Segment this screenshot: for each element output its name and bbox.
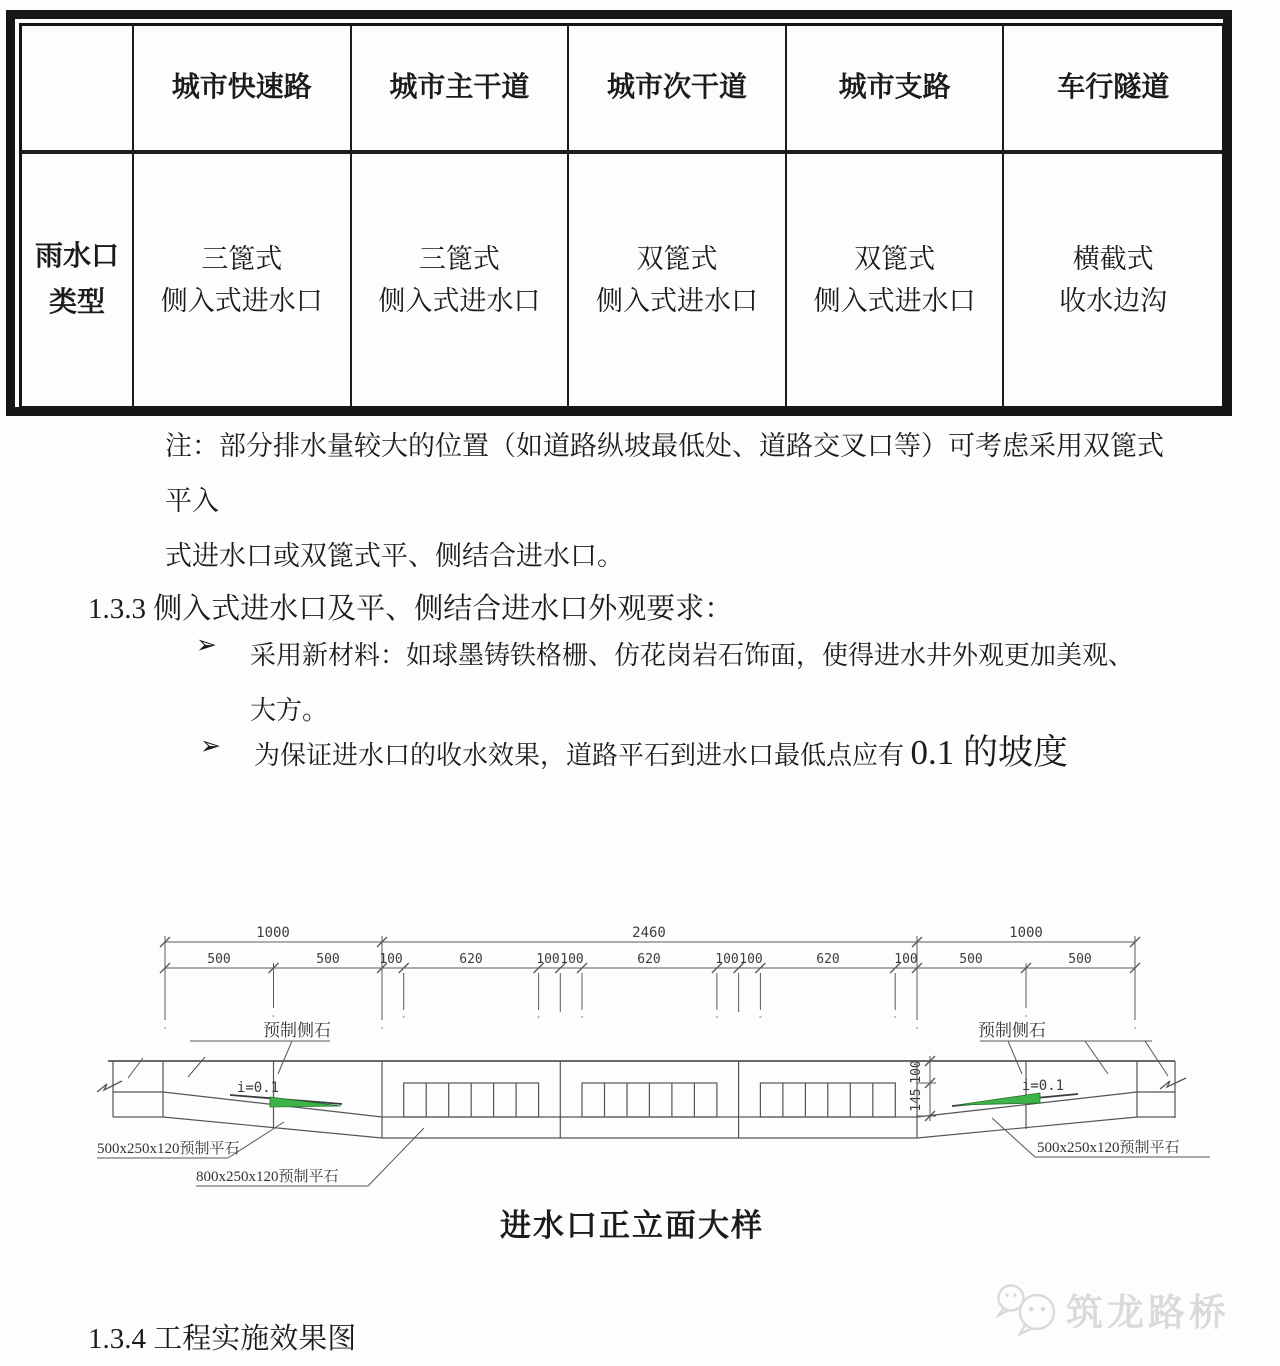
bullet2-prefix: 为保证进水口的收水效果，道路平石到进水口最低点应有 bbox=[254, 741, 911, 770]
dim-100: 100 bbox=[560, 952, 584, 967]
table-corner-cell bbox=[22, 26, 134, 154]
inlet-elevation-drawing bbox=[95, 925, 1240, 1243]
dim-620: 620 bbox=[459, 952, 483, 967]
dim-1000-left: 1000 bbox=[256, 925, 290, 941]
inlet-grates bbox=[404, 1083, 896, 1117]
note-line2: 平入 bbox=[165, 486, 219, 516]
inlet-type-table-inner bbox=[19, 23, 1225, 409]
break-symbol-left bbox=[97, 1081, 122, 1092]
column-header-secondary: 城市次干道 bbox=[569, 26, 787, 154]
table-cell-expressway bbox=[134, 154, 352, 406]
dim-500: 500 bbox=[316, 952, 340, 967]
row-header-inlet-type bbox=[22, 154, 134, 406]
cell-line2: 侧入式进水口 bbox=[160, 286, 323, 316]
cell-line2: 收水边沟 bbox=[1059, 286, 1168, 316]
bullet1-text bbox=[250, 628, 1134, 738]
dim-100: 100 bbox=[715, 952, 739, 967]
row-header-line2: 类型 bbox=[48, 287, 105, 318]
cell-line1: 三篦式 bbox=[418, 244, 500, 274]
dim-500: 500 bbox=[1068, 952, 1092, 967]
dim-145-vertical: 145 bbox=[909, 1088, 924, 1112]
bullet1-line1: 采用新材料：如球墨铸铁格栅、仿花岗岩石饰面，使得进水井外观更加美观、 bbox=[250, 641, 1135, 670]
bullet2-emphasis: 0.1 的坡度 bbox=[910, 733, 1069, 772]
dim-100: 100 bbox=[894, 952, 918, 967]
watermark-text: 筑龙路桥 bbox=[1066, 1293, 1230, 1334]
bullet1-line2: 大方。 bbox=[250, 696, 329, 725]
dim-100-vertical: 100 bbox=[909, 1060, 924, 1084]
label-slope-right: i=0.1 bbox=[1021, 1078, 1065, 1094]
dimension-labels-tier2 bbox=[207, 952, 1091, 967]
dim-100: 100 bbox=[379, 952, 403, 967]
cell-line1: 横截式 bbox=[1072, 244, 1154, 274]
label-flat-stone-center: 800x250x120预制平石 bbox=[196, 1169, 339, 1185]
inlet-type-table bbox=[6, 10, 1232, 416]
dim-100: 100 bbox=[739, 952, 763, 967]
cell-line2: 侧入式进水口 bbox=[813, 286, 976, 316]
dim-500: 500 bbox=[959, 952, 983, 967]
column-header-tunnel: 车行隧道 bbox=[1004, 26, 1222, 154]
row-header-line1: 雨水口 bbox=[34, 241, 119, 272]
column-header-expressway: 城市快速路 bbox=[134, 26, 352, 154]
section-1-3-4-heading: 1.3.4 工程实施效果图 bbox=[88, 1323, 357, 1355]
bullet-slope-requirement bbox=[200, 729, 1068, 780]
drawing-caption: 进水口正立面大样 bbox=[500, 1208, 764, 1243]
arrow-bullet-icon: ➢ bbox=[200, 731, 221, 760]
cell-line2: 侧入式进水口 bbox=[378, 286, 541, 316]
column-header-arterial: 城市主干道 bbox=[352, 26, 570, 154]
table-cell-secondary bbox=[569, 154, 787, 406]
table-cell-tunnel bbox=[1004, 154, 1222, 406]
cell-line2: 侧入式进水口 bbox=[595, 286, 758, 316]
label-flat-stone-right: 500x250x120预制平石 bbox=[1037, 1140, 1180, 1156]
dim-500: 500 bbox=[207, 952, 231, 967]
label-flat-stone-left: 500x250x120预制平石 bbox=[97, 1141, 240, 1157]
slope-arrow-left-icon bbox=[270, 1097, 341, 1107]
table-cell-branch bbox=[787, 154, 1005, 406]
watermark bbox=[992, 1280, 1230, 1338]
cell-line1: 三篦式 bbox=[201, 244, 283, 274]
bullet-new-materials bbox=[196, 628, 1134, 738]
break-symbol-right bbox=[1160, 1078, 1186, 1089]
arrow-bullet-icon: ➢ bbox=[196, 630, 217, 659]
dim-100: 100 bbox=[536, 952, 560, 967]
bullet2-text bbox=[254, 729, 1068, 780]
section-1-3-3-heading: 1.3.3 侧入式进水口及平、侧结合进水口外观要求： bbox=[88, 593, 734, 625]
wechat-logo-icon bbox=[992, 1280, 1066, 1338]
note-line3: 式进水口或双篦式平、侧结合进水口。 bbox=[165, 541, 624, 571]
dim-620: 620 bbox=[816, 952, 840, 967]
dim-620: 620 bbox=[637, 952, 661, 967]
cell-line1: 双篦式 bbox=[854, 244, 936, 274]
label-precast-curb-right: 预制侧石 bbox=[978, 1021, 1046, 1040]
label-precast-curb-left: 预制侧石 bbox=[263, 1021, 331, 1040]
dim-1000-right: 1000 bbox=[1009, 925, 1043, 941]
cell-line1: 双篦式 bbox=[636, 244, 718, 274]
dim-2460-center: 2460 bbox=[632, 925, 666, 941]
table-cell-arterial bbox=[352, 154, 570, 406]
annotation-leader-lines bbox=[97, 1041, 1210, 1186]
slope-arrow-right-icon bbox=[957, 1093, 1040, 1105]
label-slope-left: i=0.1 bbox=[236, 1080, 280, 1096]
column-header-branch: 城市支路 bbox=[787, 26, 1005, 154]
dimension-labels bbox=[256, 925, 1043, 941]
note-line1: 注：部分排水量较大的位置（如道路纵坡最低处、道路交叉口等）可考虑采用双篦式 bbox=[165, 431, 1164, 461]
